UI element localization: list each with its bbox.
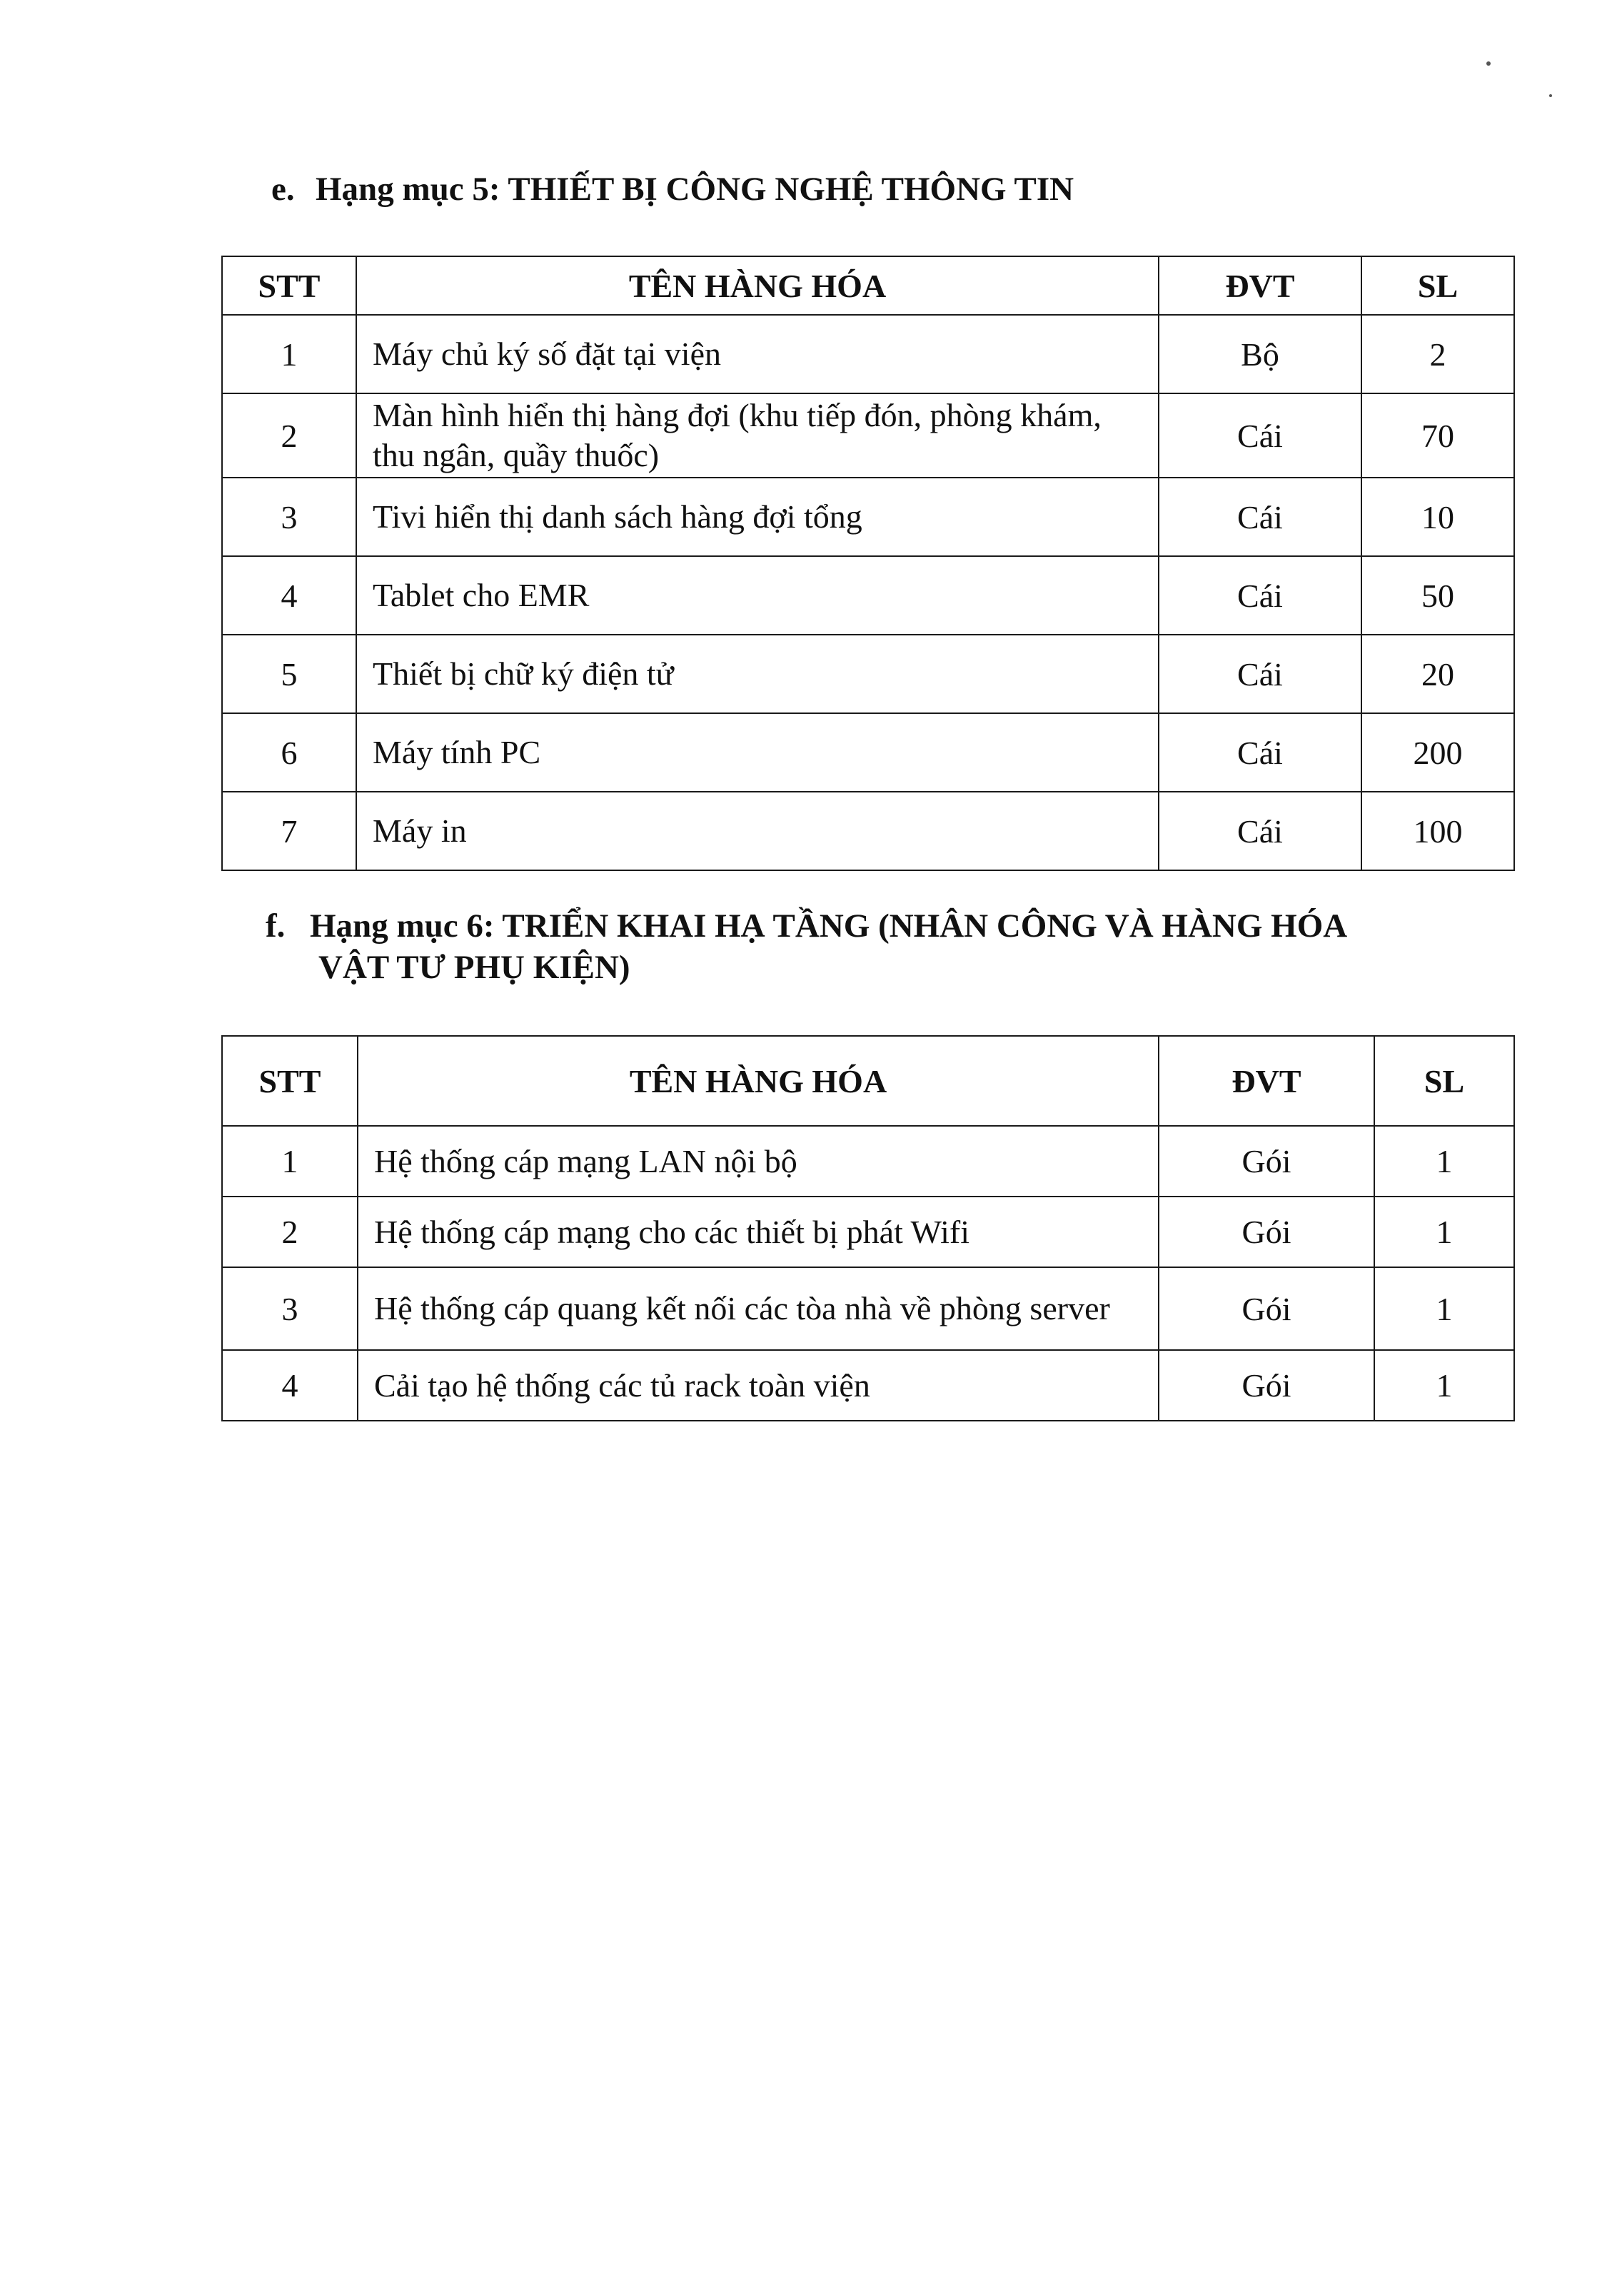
- column-header-unit: ĐVT: [1159, 1036, 1374, 1126]
- row-qty: 70: [1361, 393, 1514, 478]
- row-qty: 20: [1361, 635, 1514, 713]
- table-row: [222, 1350, 1514, 1421]
- row-stt: 1: [222, 1126, 358, 1197]
- column-header-qty: SL: [1374, 1036, 1514, 1126]
- row-unit: Gói: [1159, 1197, 1374, 1267]
- row-unit: Cái: [1159, 556, 1361, 635]
- section-e-heading: [271, 168, 1074, 210]
- row-stt: 3: [222, 478, 356, 556]
- row-unit: Gói: [1159, 1267, 1374, 1350]
- infrastructure-table: [221, 1035, 1515, 1421]
- row-qty: 50: [1361, 556, 1514, 635]
- row-stt: 3: [222, 1267, 358, 1350]
- table-row: [222, 635, 1514, 713]
- table-row: [222, 315, 1514, 393]
- table-header-row: [222, 256, 1514, 315]
- row-stt: 7: [222, 792, 356, 870]
- row-qty: 1: [1374, 1126, 1514, 1197]
- row-item-name: Hệ thống cáp mạng LAN nội bộ: [358, 1126, 1159, 1197]
- table-row: [222, 713, 1514, 792]
- row-stt: 2: [222, 1197, 358, 1267]
- section-e-marker: e.: [271, 171, 295, 208]
- row-qty: 1: [1374, 1267, 1514, 1350]
- row-stt: 2: [222, 393, 356, 478]
- table-row: [222, 792, 1514, 870]
- scan-speck: [1549, 94, 1552, 97]
- scan-speck: [1486, 61, 1491, 66]
- table-row: [222, 478, 1514, 556]
- section-f-title-line2: VẬT TƯ PHỤ KIỆN): [318, 949, 630, 986]
- section-f-heading: [266, 905, 1515, 988]
- row-unit: Cái: [1159, 478, 1361, 556]
- row-item-name: Máy chủ ký số đặt tại viện: [356, 315, 1159, 393]
- row-unit: Cái: [1159, 713, 1361, 792]
- column-header-unit: ĐVT: [1159, 256, 1361, 315]
- section-e-title: Hạng mục 5: THIẾT BỊ CÔNG NGHỆ THÔNG TIN: [316, 171, 1074, 208]
- row-unit: Cái: [1159, 792, 1361, 870]
- row-stt: 4: [222, 556, 356, 635]
- row-unit: Gói: [1159, 1350, 1374, 1421]
- column-header-name: TÊN HÀNG HÓA: [356, 256, 1159, 315]
- table-row: [222, 1126, 1514, 1197]
- row-item-name: Máy tính PC: [356, 713, 1159, 792]
- column-header-qty: SL: [1361, 256, 1514, 315]
- row-item-name: Màn hình hiển thị hàng đợi (khu tiếp đón, phòng khám, thu ngân, quầy thuốc): [356, 393, 1159, 478]
- row-item-name: Tivi hiển thị danh sách hàng đợi tổng: [356, 478, 1159, 556]
- column-header-name: TÊN HÀNG HÓA: [358, 1036, 1159, 1126]
- section-f-title-line1: Hạng mục 6: TRIỂN KHAI HẠ TẦNG (NHÂN CÔNG VÀ HÀNG HÓA: [310, 907, 1348, 945]
- row-qty: 1: [1374, 1350, 1514, 1421]
- column-header-stt: STT: [222, 256, 356, 315]
- row-item-name: Thiết bị chữ ký điện tử: [356, 635, 1159, 713]
- row-unit: Bộ: [1159, 315, 1361, 393]
- table-row: [222, 1197, 1514, 1267]
- row-unit: Cái: [1159, 393, 1361, 478]
- section-f-marker: f.: [266, 907, 286, 945]
- row-qty: 10: [1361, 478, 1514, 556]
- row-qty: 200: [1361, 713, 1514, 792]
- row-unit: Gói: [1159, 1126, 1374, 1197]
- table-row: [222, 393, 1514, 478]
- row-item-name: Hệ thống cáp mạng cho các thiết bị phát Wifi: [358, 1197, 1159, 1267]
- row-stt: 6: [222, 713, 356, 792]
- row-qty: 1: [1374, 1197, 1514, 1267]
- row-item-name: Máy in: [356, 792, 1159, 870]
- row-stt: 5: [222, 635, 356, 713]
- row-stt: 4: [222, 1350, 358, 1421]
- row-stt: 1: [222, 315, 356, 393]
- column-header-stt: STT: [222, 1036, 358, 1126]
- row-qty: 100: [1361, 792, 1514, 870]
- row-item-name: Tablet cho EMR: [356, 556, 1159, 635]
- row-unit: Cái: [1159, 635, 1361, 713]
- row-qty: 2: [1361, 315, 1514, 393]
- table-header-row: [222, 1036, 1514, 1126]
- row-item-name: Cải tạo hệ thống các tủ rack toàn viện: [358, 1350, 1159, 1421]
- row-item-name: Hệ thống cáp quang kết nối các tòa nhà về phòng server: [358, 1267, 1159, 1350]
- equipment-table: [221, 256, 1515, 871]
- table-row: [222, 1267, 1514, 1350]
- table-row: [222, 556, 1514, 635]
